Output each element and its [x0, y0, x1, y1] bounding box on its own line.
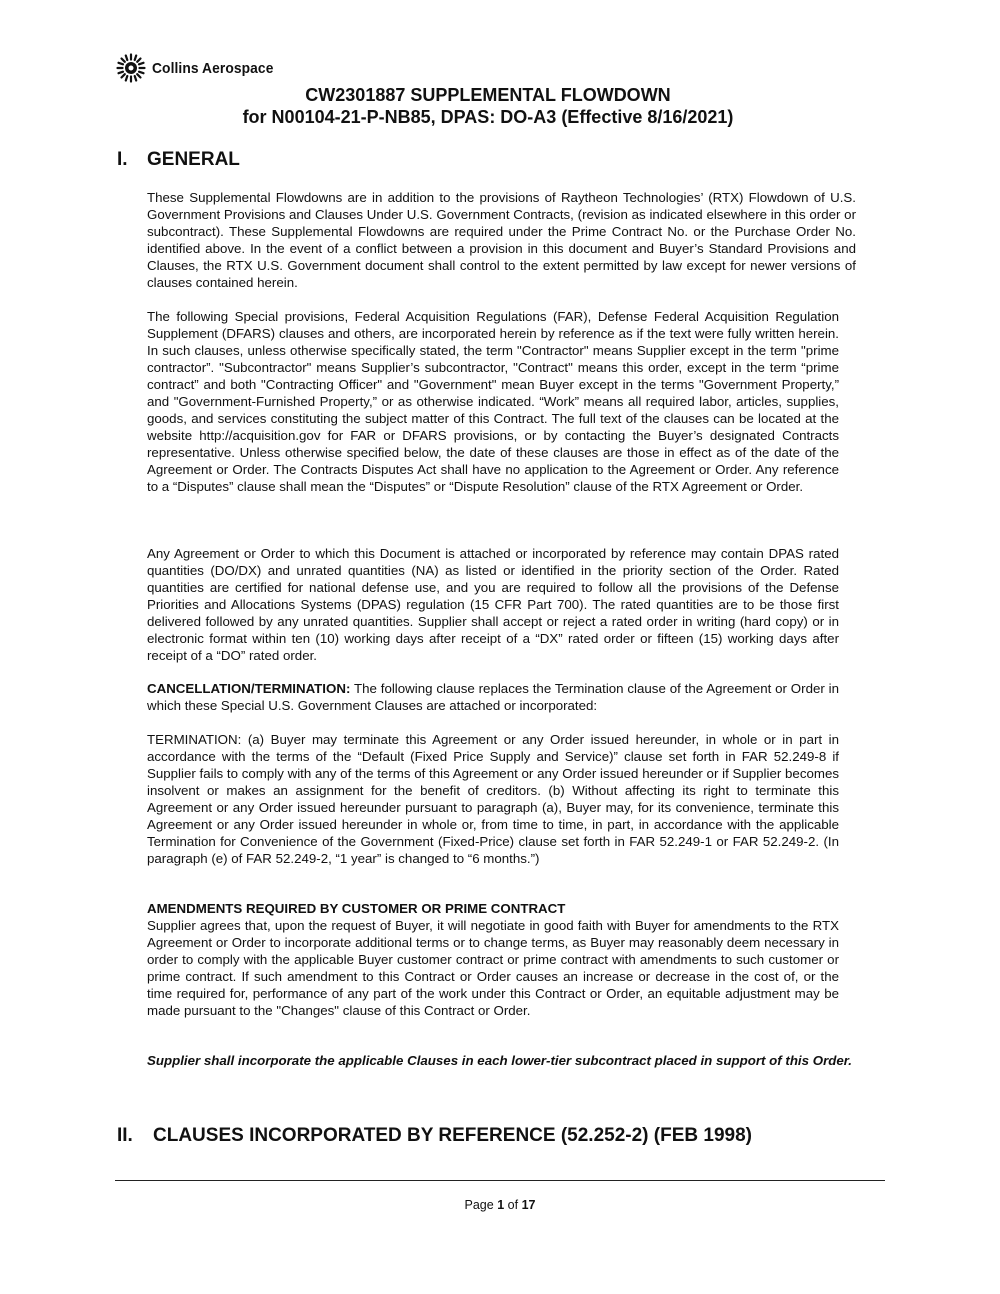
footer-divider [115, 1180, 885, 1181]
page-total: 17 [521, 1198, 536, 1212]
paragraph-cancellation [147, 680, 839, 714]
cancellation-text: The following clause replaces the Termination clause of the Agreement or Order in which these Special U.S. Government Clauses are attached or incorporated: [147, 681, 839, 713]
section-number: II. [117, 1125, 133, 1146]
of-word: of [507, 1198, 519, 1212]
page-number: 1 [497, 1198, 505, 1212]
paragraph-lower-tier: Supplier shall incorporate the applicable Clauses in each lower-tier subcontract placed in support of this Order. [147, 1053, 852, 1068]
section-number: I. [117, 149, 128, 170]
paragraph-termination: TERMINATION: (a) Buyer may terminate this Agreement or any Order issued hereunder, in whole or in part in accordance with the terms of the “Default (Fixed Price Supply and Service)” clause set forth in FAR 52.249-8 if Supplier fails to comply with any of the terms of this Agreement or any Order issued hereunder or if Supplier becomes insolvent or makes an assignment for the benefit of creditors. (b) Without affecting its right to terminate this Agreement or any Order issued hereunder pursuant to paragraph (a), Buyer may, for its convenience, terminate this Agreement or any Order issued hereunder in whole or, from time to time, in part, in accordance with the applicable Termination for Convenience of the Government (Fixed-Price) clause set forth in FAR 52.249-1 or FAR 52.249-2. (In paragraph (e) of FAR 52.249-2, “1 year” is changed to “6 months.”) [147, 732, 839, 866]
page-footer [0, 1198, 1000, 1212]
section-title: GENERAL [147, 149, 240, 170]
amendments-heading: AMENDMENTS REQUIRED BY CUSTOMER OR PRIME CONTRACT [147, 901, 566, 916]
collins-sunburst-icon [116, 53, 146, 83]
amendments-block [147, 900, 839, 1019]
paragraph-definitions: The following Special provisions, Federal Acquisition Regulations (FAR), Defense Federal Acquisition Regulation Supplement (DFARS) clauses and others, are incorporated herein by reference as if the text were fully written herein. In such clauses, unless otherwise specifically stated, the term "Contractor" means Supplier except in the term "prime contractor”. "Subcontractor" means Supplier’s subcontractor, "Contract" means this order, except in the term “prime contract” and both "Contracting Officer" and "Government" mean Buyer except in the terms "Government Property,” and "Government-Furnished Property,” or as otherwise indicated. “Work” means all required labor, articles, supplies, goods, and services constituting the subject matter of this Contract. The full text of the clauses can be located at the website http://acquisition.gov for FAR or DFARS provisions, or by contacting the Buyer’s designated Contracts representative. Unless otherwise specified below, the date of these clauses are those in effect as of the date of the Agreement or Order. The Contracts Disputes Act shall have no application to the Agreement or Order. Any reference to a “Disputes” clause shall mean the “Disputes” or “Dispute Resolution” clause of the RTX Agreement or Order. [147, 309, 839, 494]
page-word: Page [464, 1198, 494, 1212]
paragraph-supplemental: These Supplemental Flowdowns are in addition to the provisions of Raytheon Technologies’ (RTX) Flowdown of U.S. Government Provisions and Clauses Under U.S. Government Contracts, (revision as indicated elsewhere in this order or subcontract). These Supplemental Flowdowns are required under the Prime Contract No. or the Purchase Order No. identified above. In the event of a conflict between a provision in this document and Buyer’s Standard Provisions and Clauses, the RTX U.S. Government document shall control to the extent permitted by law except for newer versions of clauses contained herein. [147, 190, 856, 290]
section-heading-general [117, 149, 240, 171]
cancellation-label: CANCELLATION/TERMINATION: [147, 681, 351, 696]
section-heading-clauses [117, 1125, 752, 1147]
section-title: CLAUSES INCORPORATED BY REFERENCE (52.252-2) (FEB 1998) [153, 1125, 752, 1146]
paragraph-dpas: Any Agreement or Order to which this Document is attached or incorporated by reference may contain DPAS rated quantities (DO/DX) and unrated quantities (NA) as listed or identified in the priority section of the Order. Rated quantities are certified for national defense use, and you are required to follow all the provisions of the Defense Priorities and Allocations Systems (DPAS) regulation (15 CFR Part 700). The rated quantities are to be those first delivered followed by any unrated quantities. Supplier shall accept or reject a rated order in writing (hard copy) or in electronic format within ten (10) working days after receipt of a “DX” rated order or fifteen (15) working days after receipt of a “DO” rated order. [147, 546, 839, 663]
document-title-line1: CW2301887 SUPPLEMENTAL FLOWDOWN [305, 85, 671, 105]
document-title-line2: for N00104-21-P-NB85, DPAS: DO-A3 (Effective 8/16/2021) [242, 107, 734, 127]
company-logo [116, 54, 284, 82]
amendments-body: Supplier agrees that, upon the request of Buyer, it will negotiate in good faith with Buyer for amendments to the RTX Agreement or Order to incorporate additional terms or to change terms, as Buyer may reasonably deem necessary in order to comply with the applicable Buyer customer contract or prime contract with amendments to such customer or prime contract. If such amendment to this Contract or Order causes an increase or decrease in the cost of, or the time required for, performance of any part of the work under this Contract or Order, an equitable adjustment may be made pursuant to the "Changes" clause of this Contract or Order. [147, 918, 839, 1018]
company-name: Collins Aerospace [152, 59, 274, 77]
